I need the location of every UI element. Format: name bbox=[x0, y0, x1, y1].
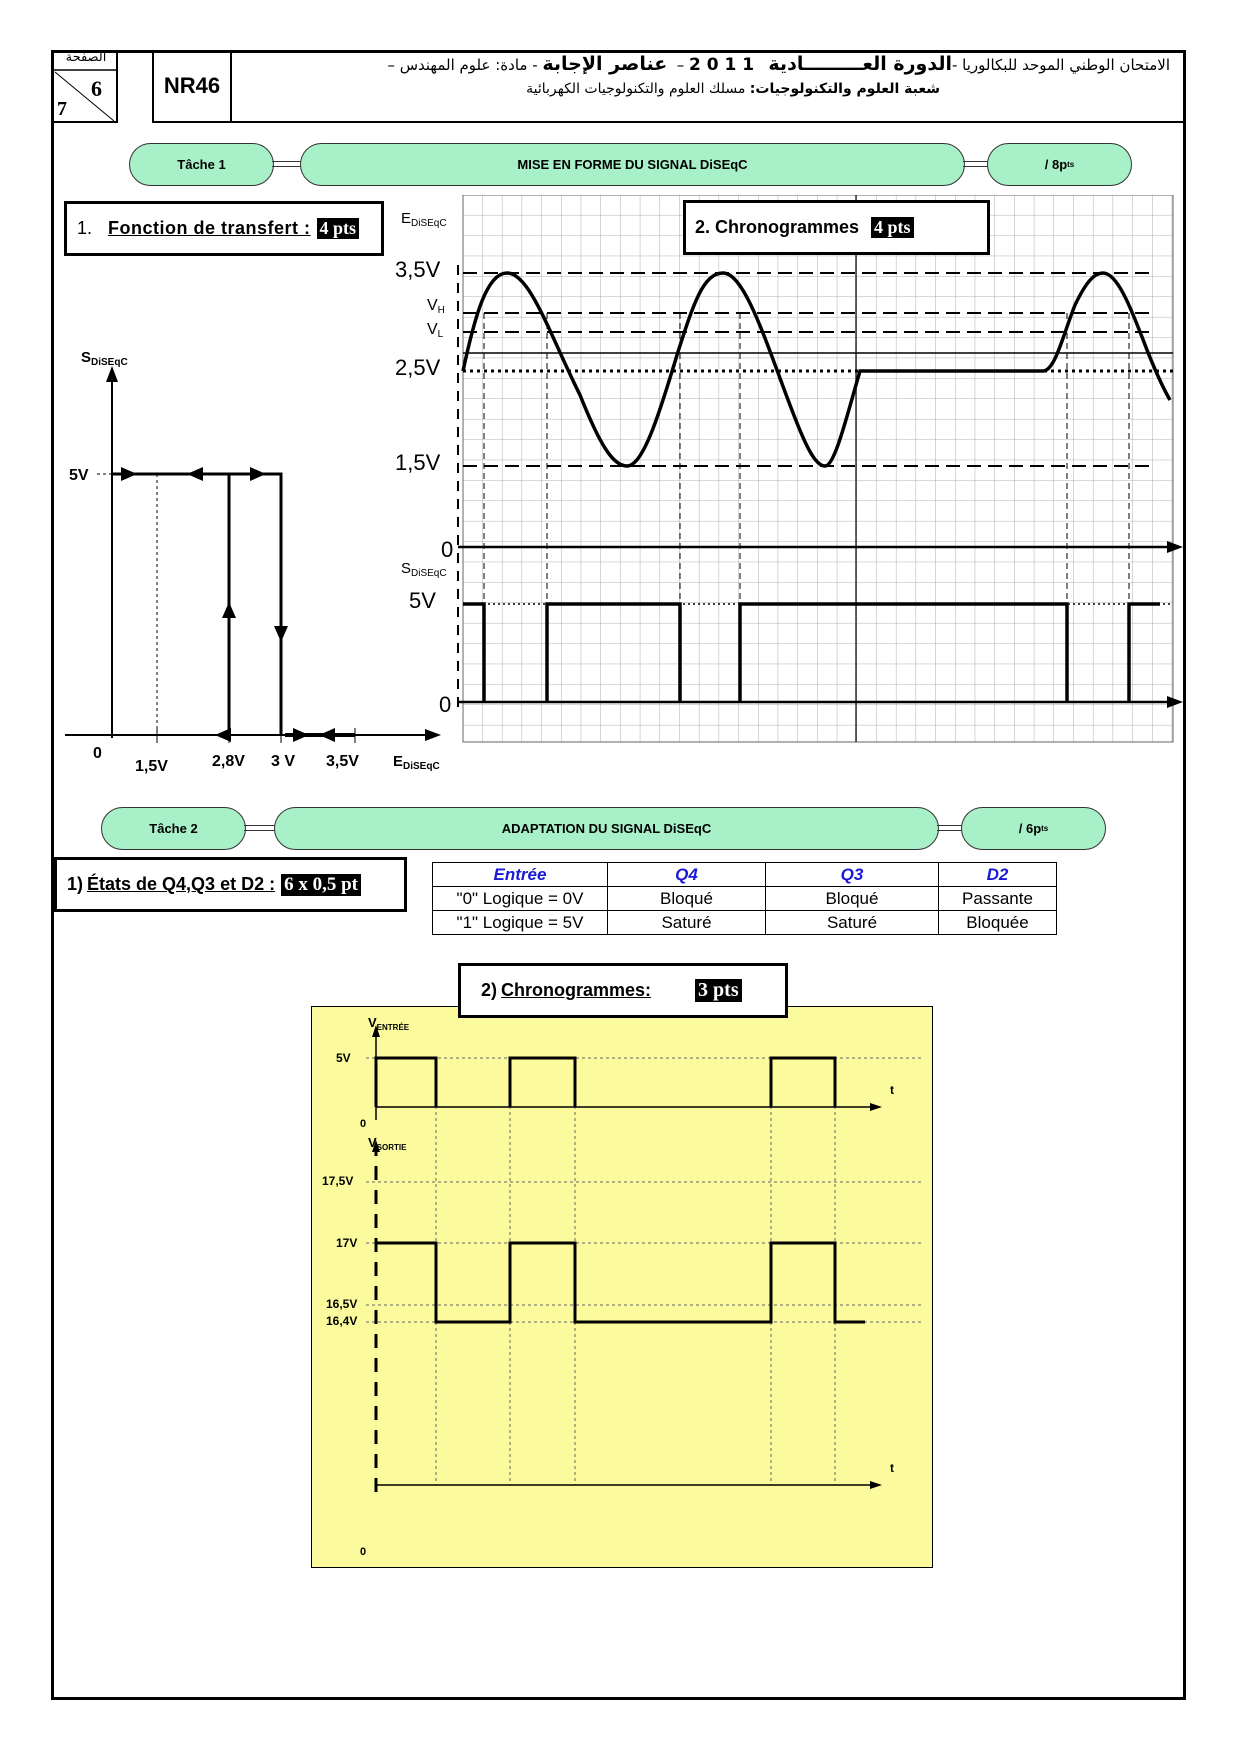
answers-label: عناصر الإجابة bbox=[542, 53, 668, 75]
out-level-17v: 17V bbox=[336, 1236, 358, 1250]
table-row bbox=[433, 887, 1057, 911]
task2-q2-points-badge: 3 pts bbox=[695, 979, 742, 1002]
origin-label: 0 bbox=[93, 745, 102, 762]
e-diseqc-axis-label: $E_{DiSEqC}$ bbox=[393, 753, 440, 772]
in-level-0: 0 bbox=[360, 1118, 367, 1130]
task2-q2-box bbox=[458, 963, 788, 1018]
track: مسلك العلوم والتكنولوجيات الكهربائية bbox=[526, 81, 746, 97]
x-tick-3-5v: 3,5V bbox=[326, 753, 359, 770]
q2-title: 2. Chronogrammes bbox=[695, 217, 860, 237]
s-level-5v: 5V bbox=[409, 588, 436, 613]
e-diseqc-label: $E_{DiSEqC}$ bbox=[401, 210, 447, 229]
cell-q3-0: Bloqué bbox=[766, 887, 939, 911]
task1-connector-left bbox=[272, 161, 302, 167]
header-line-1: الامتحان الوطني الموحد للبكالوريا -الدورة العـــــــــادية 2 0 1 1 – عناصر الإجابة - مادة: علوم المهندس – bbox=[387, 53, 1170, 75]
cell-d2-1: Bloquée bbox=[939, 911, 1057, 935]
table-row bbox=[433, 911, 1057, 935]
x-tick-2-8v: 2,8V bbox=[212, 753, 245, 770]
header-line-2 bbox=[240, 77, 1170, 101]
cell-d2-0: Passante bbox=[939, 887, 1057, 911]
states-table bbox=[432, 862, 1057, 935]
task1-label: Tâche 1 bbox=[129, 143, 274, 186]
task1-points-value: / 8p bbox=[1044, 157, 1068, 172]
chronogram-task2 bbox=[312, 1007, 934, 1569]
cell-q4-0: Bloqué bbox=[608, 887, 766, 911]
task2-q2-title: Chronogrammes: bbox=[501, 980, 652, 1000]
task2-chronogram-panel bbox=[311, 1006, 933, 1568]
task1-connector-right bbox=[963, 161, 989, 167]
header-q4: Q4 bbox=[608, 863, 766, 887]
out-level-16-4v: 16,4V bbox=[326, 1314, 358, 1328]
task2-q1-points-badge: 6 x 0,5 pt bbox=[281, 874, 361, 896]
task1-points-sup: ts bbox=[1067, 160, 1075, 169]
hysteresis-loop bbox=[112, 474, 281, 735]
y-tick-5v: 5V bbox=[69, 467, 89, 484]
level-vl: VL bbox=[427, 321, 444, 340]
q2-chronogrammes-box bbox=[683, 200, 990, 255]
v-sortie-label: $V_{SORTIE}$ bbox=[368, 1135, 407, 1152]
out-level-17-5v: 17,5V bbox=[322, 1174, 354, 1188]
header-divider bbox=[232, 121, 1186, 123]
page-number-box bbox=[51, 50, 118, 123]
q1-title: Fonction de transfert : bbox=[108, 218, 311, 238]
task2-connector-right bbox=[937, 825, 963, 831]
task2-q1-title: États de Q4,Q3 et D2 : bbox=[87, 874, 276, 894]
cell-q3-1: Saturé bbox=[766, 911, 939, 935]
task2-q1-box bbox=[54, 857, 407, 912]
page-label: الصفحة bbox=[65, 50, 107, 65]
cell-entree-0: "0" Logique = 0V bbox=[433, 887, 608, 911]
task2-points-value: / 6p bbox=[1018, 821, 1042, 836]
level-0-e: 0 bbox=[441, 537, 454, 562]
s-diseqc-label: $S_{DiSEqC}$ bbox=[401, 560, 447, 579]
chronogram-task1 bbox=[395, 195, 1190, 755]
subject: - مادة: علوم المهندس – bbox=[387, 56, 538, 74]
v-entree-signal bbox=[376, 1058, 835, 1107]
in-level-5v: 5V bbox=[336, 1051, 351, 1065]
cell-q4-1: Saturé bbox=[608, 911, 766, 935]
v-sortie-signal bbox=[376, 1243, 865, 1322]
t-label-out: t bbox=[890, 1461, 894, 1475]
header-entree: Entrée bbox=[433, 863, 608, 887]
task2-points-sup: ts bbox=[1041, 824, 1049, 833]
task2-q2-number: 2) bbox=[481, 980, 498, 1000]
level-vh: VH bbox=[427, 297, 445, 316]
q1-fonction-transfert-box bbox=[64, 201, 384, 256]
page-total: 7 bbox=[57, 98, 67, 120]
t-label-in: t bbox=[890, 1083, 894, 1097]
s-level-0: 0 bbox=[439, 692, 452, 717]
level-3-5v: 3,5V bbox=[395, 257, 441, 282]
task2-q1-number: 1) bbox=[67, 874, 84, 894]
session-name: الدورة العـــــــــادية bbox=[768, 53, 952, 75]
task2-connector-left bbox=[244, 825, 276, 831]
q1-points-badge: 4 pts bbox=[317, 218, 360, 239]
level-1-5v: 1,5V bbox=[395, 450, 441, 475]
exam-title: الامتحان الوطني الموحد للبكالوريا - bbox=[951, 56, 1170, 74]
out-level-0: 0 bbox=[360, 1546, 367, 1558]
header-d2: D2 bbox=[939, 863, 1057, 887]
states-table-header bbox=[433, 863, 1057, 887]
x-tick-3v: 3 V bbox=[271, 753, 296, 770]
header-q3: Q3 bbox=[766, 863, 939, 887]
cell-entree-1: "1" Logique = 5V bbox=[433, 911, 608, 935]
y-axis-arrow bbox=[106, 366, 118, 382]
exam-code: NR46 bbox=[152, 50, 232, 123]
task2-title: ADAPTATION DU SIGNAL DiSEqC bbox=[274, 807, 939, 850]
q1-number: 1. bbox=[77, 218, 93, 238]
task1-points bbox=[987, 143, 1132, 186]
task1-title: MISE EN FORME DU SIGNAL DiSEqC bbox=[300, 143, 965, 186]
v-entree-label: $V_{ENTRÉE}$ bbox=[368, 1015, 410, 1032]
task2-points bbox=[961, 807, 1106, 850]
exam-year: 2 0 1 1 bbox=[689, 55, 755, 75]
task2-label: Tâche 2 bbox=[101, 807, 246, 850]
out-level-16-5v: 16,5V bbox=[326, 1297, 358, 1311]
s-diseqc-axis-label: $S_{DiSEqC}$ bbox=[81, 349, 128, 368]
header-text bbox=[240, 52, 1170, 101]
level-2-5v: 2,5V bbox=[395, 355, 441, 380]
x-tick-1-5v: 1,5V bbox=[135, 758, 168, 775]
branch: شعبة العلوم والتكنولوجيات: bbox=[749, 81, 940, 97]
page-current: 6 bbox=[91, 76, 102, 101]
q2-points-badge: 4 pts bbox=[871, 217, 914, 238]
